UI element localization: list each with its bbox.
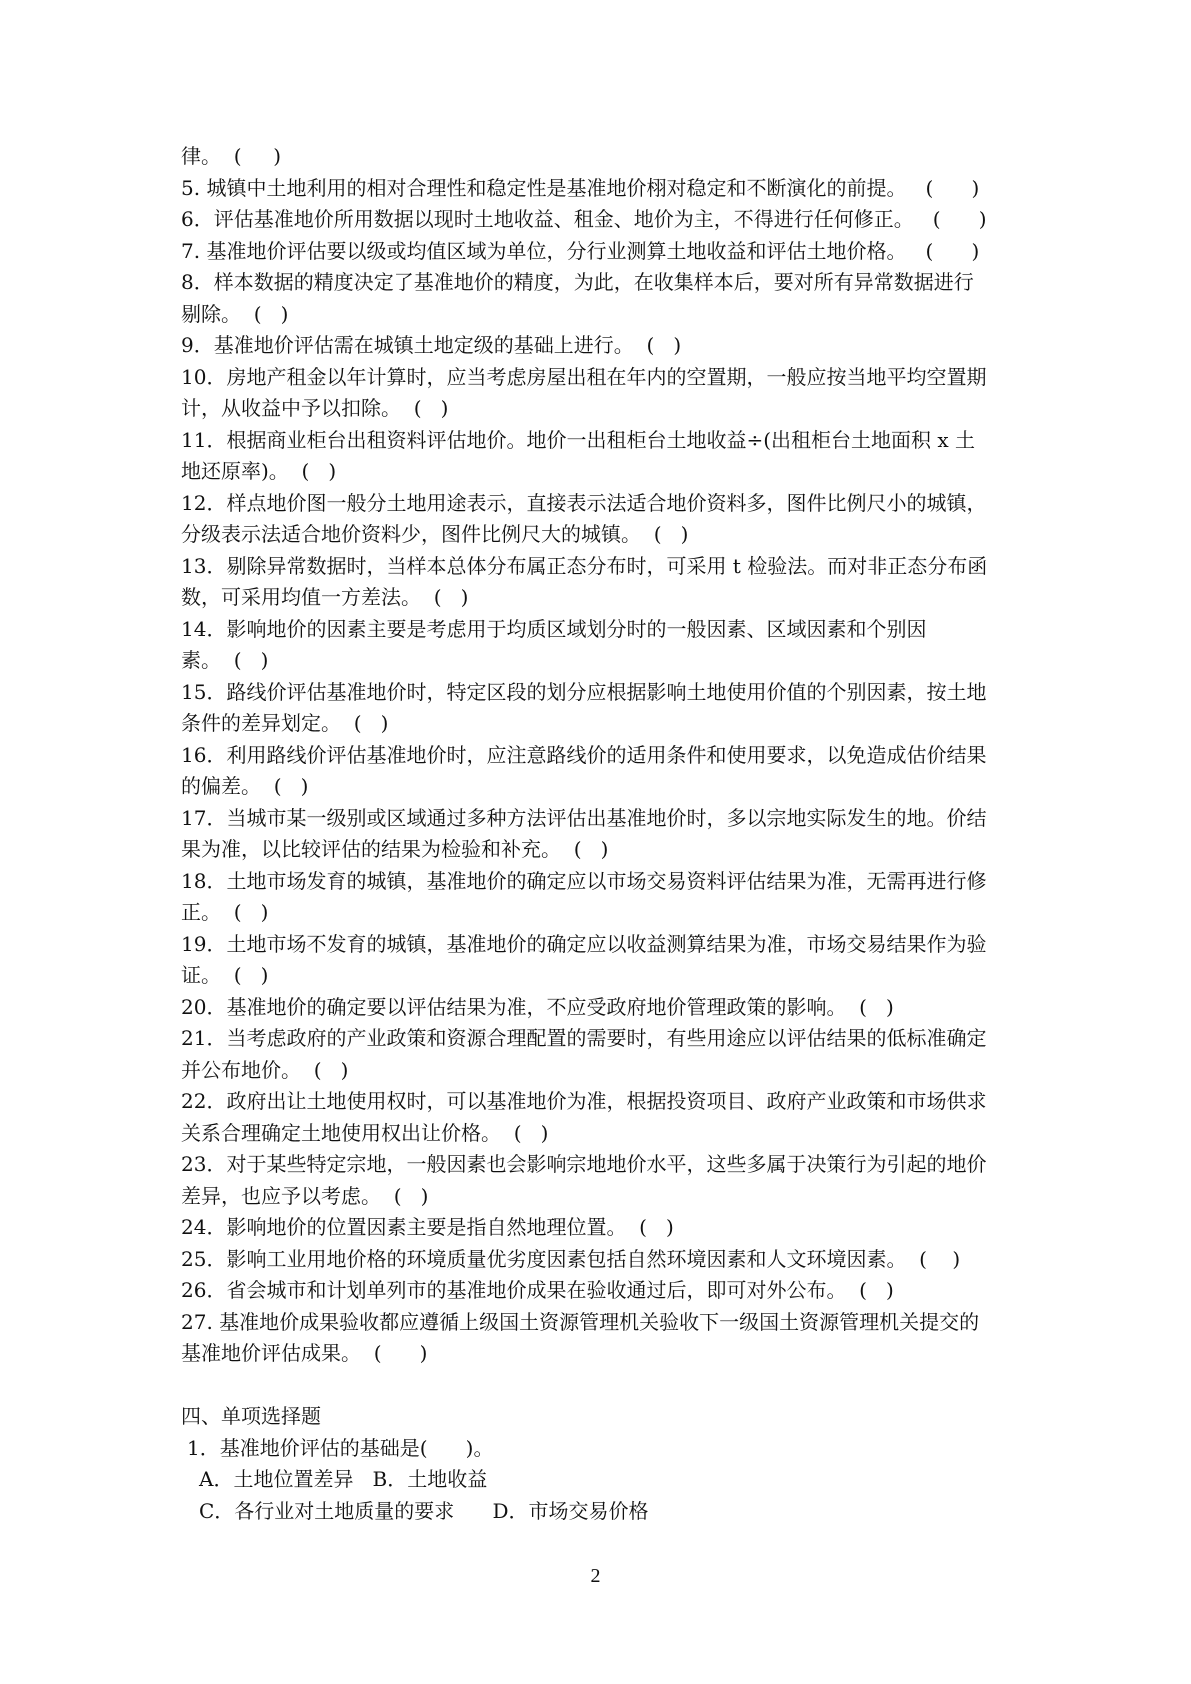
question-line: 8．样本数据的精度决定了基准地价的精度，为此，在收集样本后，要对所有异常数据进行	[181, 270, 974, 294]
question-line: 21．当考虑政府的产业政策和资源合理配置的需要时，有些用途应以评估结果的低标准确定	[181, 1026, 987, 1050]
question-line: 16．利用路线价评估基准地价时，应注意路线价的适用条件和使用要求，以免造成估价结果	[181, 742, 987, 767]
question-line: 素。 ( )	[181, 648, 269, 672]
question-line: 差异，也应予以考虑。 ( )	[181, 1183, 429, 1208]
question-line: 证。 ( )	[181, 963, 269, 987]
question-line: 果为准，以比较评估的结果为检验和补充。 ( )	[181, 837, 609, 861]
section-spacer	[181, 1370, 1015, 1402]
true-false-question-list	[181, 141, 1015, 1370]
question-line: 20．基准地价的确定要以评估结果为准，不应受政府地价管理政策的影响。 ( )	[181, 994, 894, 1019]
choice-question: 1．基准地价评估的基础是( )。	[187, 1435, 494, 1460]
question-line: 19．土地市场不发育的城镇，基准地价的确定应以收益测算结果为准，市场交易结果作为验	[181, 931, 987, 956]
question-line: 9．基准地价评估需在城镇土地定级的基础上进行。 ( )	[181, 333, 682, 357]
question-line: 18．土地市场发育的城镇，基准地价的确定应以市场交易资料评估结果为准，无需再进行修	[181, 868, 987, 893]
question-line: 计，从收益中予以扣除。 ( )	[181, 396, 449, 420]
question-line: 26．省会城市和计划单列市的基准地价成果在验收通过后，即可对外公布。 ( )	[181, 1278, 894, 1302]
question-line: 正。 ( )	[181, 900, 269, 924]
question-line: 27. 基准地价成果验收都应遵循上级国土资源管理机关验收下一级国土资源管理机关提交的	[181, 1309, 980, 1334]
question-line: 5. 城镇中土地利用的相对合理性和稳定性是基准地价栩对稳定和不断演化的前提。 ( )	[181, 175, 980, 200]
answer-options-row: A．土地位置差异 B．土地收益	[199, 1467, 488, 1491]
question-line: 25．影响工业用地价格的环境质量优劣度因素包括自然环境因素和人文环境因素。 ( )	[181, 1246, 961, 1271]
question-line: 13．剔除异常数据时，当样本总体分布属正态分布时，可采用 t 检验法。而对非正态分布函	[181, 553, 988, 578]
question-line: 12．样点地价图一般分土地用途表示，直接表示法适合地价资料多，图件比例尺小的城镇，	[181, 490, 987, 515]
question-line: 14．影响地价的因素主要是考虑用于均质区域划分时的一般因素、区域因素和个别因	[181, 616, 927, 641]
question-line: 22．政府出让土地使用权时，可以基准地价为准，根据投资项目、政府产业政策和市场供求	[181, 1089, 987, 1113]
question-line: 11．根据商业柜台出租资料评估地价。地价一出租柜台土地收益÷(出租柜台土地面积 x 土	[181, 427, 976, 452]
question-line: 7. 基准地价评估要以级或均值区域为单位，分行业测算土地收益和评估土地价格。 ( )	[181, 238, 980, 263]
question-line: 基准地价评估成果。 ( )	[181, 1341, 428, 1365]
question-line: 分级表示法适合地价资料少，图件比例尺大的城镇。 ( )	[181, 522, 689, 546]
question-line: 并公布地价。 ( )	[181, 1057, 349, 1082]
page-body	[181, 141, 1015, 1527]
answer-options-row: C．各行业对土地质量的要求 D．市场交易价格	[199, 1498, 649, 1523]
question-line: 24．影响地价的位置因素主要是指自然地理位置。 ( )	[181, 1215, 674, 1239]
question-line: 关系合理确定土地使用权出让价格。 ( )	[181, 1120, 549, 1145]
question-line: 律。 ( )	[181, 144, 282, 168]
question-line: 地还原率)。 ( )	[181, 459, 337, 483]
question-line: 数，可采用均值一方差法。 ( )	[181, 585, 469, 609]
question-line: 10．房地产租金以年计算时，应当考虑房屋出租在年内的空置期，一般应按当地平均空置期	[181, 364, 987, 389]
question-line: 15．路线价评估基准地价时，特定区段的划分应根据影响土地使用价值的个别因素，按土地	[181, 679, 987, 704]
question-line: 6．评估基准地价所用数据以现时土地收益、租金、地价为主，不得进行任何修正。 ( )	[181, 207, 987, 231]
question-line: 剔除。 ( )	[181, 301, 289, 326]
question-line: 条件的差异划定。 ( )	[181, 711, 389, 735]
question-line: 的偏差。 ( )	[181, 774, 309, 798]
section-heading: 四、单项选择题	[181, 1404, 321, 1428]
page-number: 2	[590, 1565, 601, 1587]
question-line: 23．对于某些特定宗地，一般因素也会影响宗地地价水平，这些多属于决策行为引起的地价	[181, 1152, 987, 1176]
question-line: 17．当城市某一级别或区域通过多种方法评估出基准地价时，多以宗地实际发生的地。价结	[181, 805, 987, 830]
